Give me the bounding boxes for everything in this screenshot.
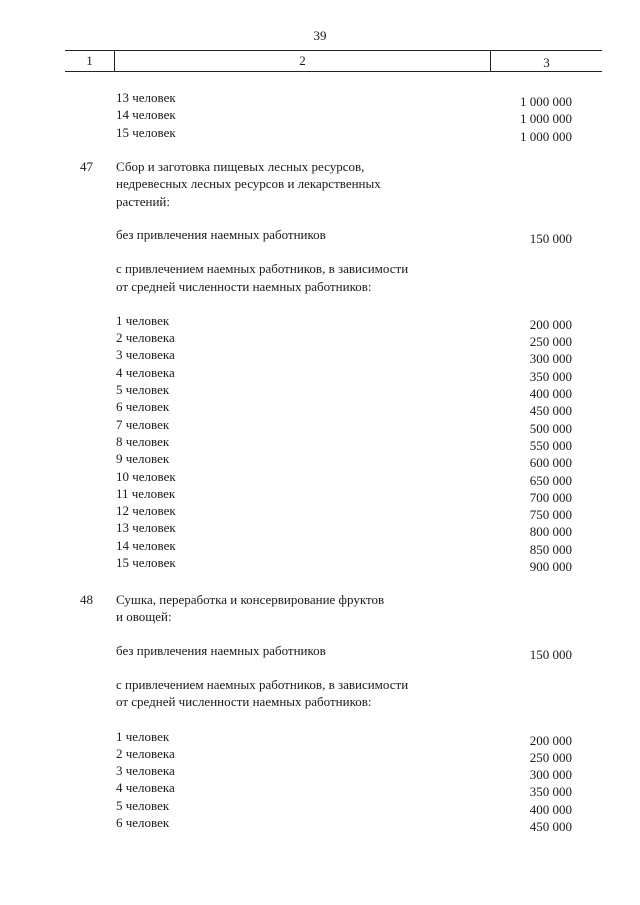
row-label: 7 человек [116,416,170,432]
row-value: 200 000 [529,316,572,332]
row-label: 14 человек [116,537,176,553]
row-label: 9 человек [116,451,170,467]
header-col-1: 1 [65,51,115,71]
row-label: 6 человек [116,399,170,415]
row-value: 500 000 [529,420,572,436]
row-label: 12 человек [116,503,176,519]
row-value: 750 000 [529,507,572,523]
row-value: 600 000 [529,455,572,471]
row-value: 550 000 [529,437,572,453]
row-value: 900 000 [529,559,572,574]
row-label: 4 человека [116,780,175,796]
with-hire-line: с привлечением наемных работников, в зависимости [116,676,409,692]
row-label: 3 человека [116,763,175,779]
with-hire-line: от средней численности наемных работников: [116,278,372,294]
row-label: 13 человек [116,90,176,105]
row-value: 650 000 [529,472,572,488]
row-value: 350 000 [529,368,572,384]
row-label: 5 человек [116,797,170,813]
item-title-line: Сушка, переработка и консервирование фруктов [116,592,385,607]
page-number: 39 [313,28,327,43]
row-value: 1 000 000 [520,128,572,144]
with-hire-line: с привлечением наемных работников, в зависимости [116,261,409,277]
no-hire-label: без привлечения наемных работников [116,642,326,658]
row-label: 1 человек [116,312,170,328]
row-value: 350 000 [529,784,572,800]
item-title-line: и овощей: [116,609,172,625]
header-col-3: 3 [543,55,550,70]
row-label: 14 человек [116,107,176,123]
row-value: 1 000 000 [520,94,572,109]
row-value: 450 000 [529,403,572,419]
row-label: 11 человек [116,485,176,501]
row-value: 300 000 [529,351,572,367]
row-label: 4 человека [116,364,175,380]
item-number: 47 [80,159,93,174]
row-value: 700 000 [529,489,572,505]
row-value: 800 000 [529,524,572,540]
row-value: 850 000 [529,541,572,557]
no-hire-value: 150 000 [529,646,572,662]
row-value: 400 000 [529,801,572,817]
row-label: 8 человек [116,433,170,449]
row-value: 250 000 [529,749,572,765]
row-label: 15 человек [116,124,176,140]
row-value: 200 000 [529,732,572,748]
row-label: 3 человека [116,347,175,363]
with-hire-line: от средней численности наемных работников: [116,694,372,710]
row-label: 2 человека [116,745,175,761]
item-title-line: растений: [116,193,170,209]
item-title-line: недревесных лесных ресурсов и лекарственных [116,176,381,192]
no-hire-value: 150 000 [529,230,572,246]
header-col-2: 2 [115,51,491,71]
row-label: 13 человек [116,520,176,536]
row-value: 300 000 [529,767,572,783]
row-label: 5 человек [116,382,170,397]
row-value: 450 000 [529,819,572,834]
row-label: 2 человека [116,330,175,346]
row-label: 1 человек [116,728,170,744]
item-number: 48 [80,592,93,607]
row-label: 6 человек [116,815,170,830]
row-value: 1 000 000 [520,111,572,127]
no-hire-label: без привлечения наемных работников [116,226,326,242]
row-value: 250 000 [529,334,572,350]
row-value: 400 000 [529,386,572,401]
row-label: 15 человек [116,555,176,570]
row-label: 10 человек [116,468,176,484]
item-title-line: Сбор и заготовка пищевых лесных ресурсов, [116,159,365,174]
